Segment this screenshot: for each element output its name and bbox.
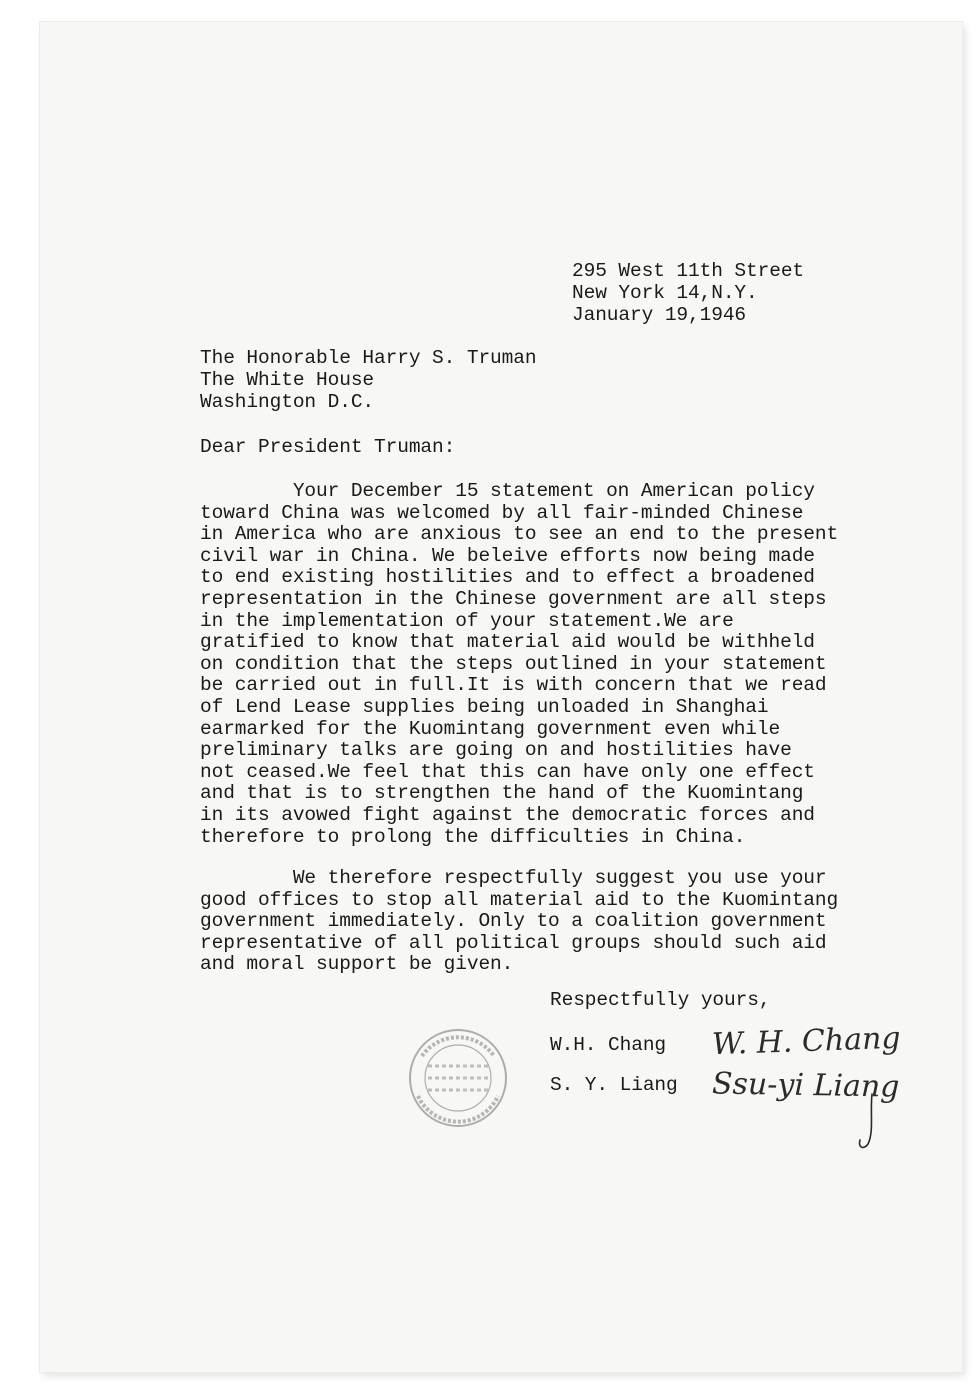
paragraph-line: to end existing hostilities and to effect a broadened [200,566,815,589]
paragraph-line: Your December 15 statement on American policy [200,480,815,502]
paragraph-line: gratified to know that material aid would be withheld [200,631,815,654]
paragraph-line: therefore to prolong the difficulties in China. [200,825,746,848]
paragraph-line: not ceased.We feel that this can have only one effect [200,760,815,783]
paragraph-line: in its avowed fight against the democratic forces and [200,804,815,826]
paragraph-line: representation in the Chinese government are all steps [200,588,827,610]
signer-1-signature: W. H. Chang [711,1020,902,1063]
paragraph-line: of Lend Lease supplies being unloaded in Shanghai [200,696,769,718]
paragraph-line: in the implementation of your statement.We are [200,609,734,632]
recipient-office: The White House [200,369,375,391]
signer-2-typed-name: S. Y. Liang [550,1074,678,1096]
letter-page [40,22,962,1372]
paragraph-line: in America who are anxious to see an end to the present [200,523,839,546]
paragraph-line: toward China was welcomed by all fair-minded Chinese [200,501,804,524]
paragraph-line: We therefore respectfully suggest you use your [200,867,827,889]
sender-address [572,260,805,370]
paragraph-line: and moral support be given. [200,953,514,976]
paragraph-line: civil war in China. We beleive efforts now being made [200,544,815,567]
paragraph-line: good offices to stop all material aid to the Kuomintang [200,888,839,911]
address-city: New York 14,N.Y. [572,282,758,304]
signature-flourish-icon [850,1092,890,1152]
paragraph-line: representative of all political groups should such aid [200,931,827,954]
paragraph-line: earmarked for the Kuomintang government even while [200,717,781,740]
recipient-name: The Honorable Harry S. Truman [200,347,537,369]
recipient-city: Washington D.C. [200,391,375,413]
paragraph-line: and that is to strengthen the hand of the Kuomintang [200,782,804,805]
paragraph-line: be carried out in full.It is with concern that we read [200,674,827,697]
complimentary-close: Respectfully yours, [550,989,771,1011]
paragraph-line: on condition that the steps outlined in your statement [200,652,827,675]
address-street: 295 West 11th Street [572,260,805,282]
signer-2-signature: Ssu-yi Liang [711,1066,900,1105]
signer-1-typed-name: W.H. Chang [550,1034,667,1056]
paragraph-line: government immediately. Only to a coalition government [200,910,827,933]
archive-seal-icon [406,1026,510,1130]
letter-date: January 19,1946 [572,304,747,326]
paragraph-line: preliminary talks are going on and hostilities have [200,739,792,762]
salutation: Dear President Truman: [200,436,456,458]
